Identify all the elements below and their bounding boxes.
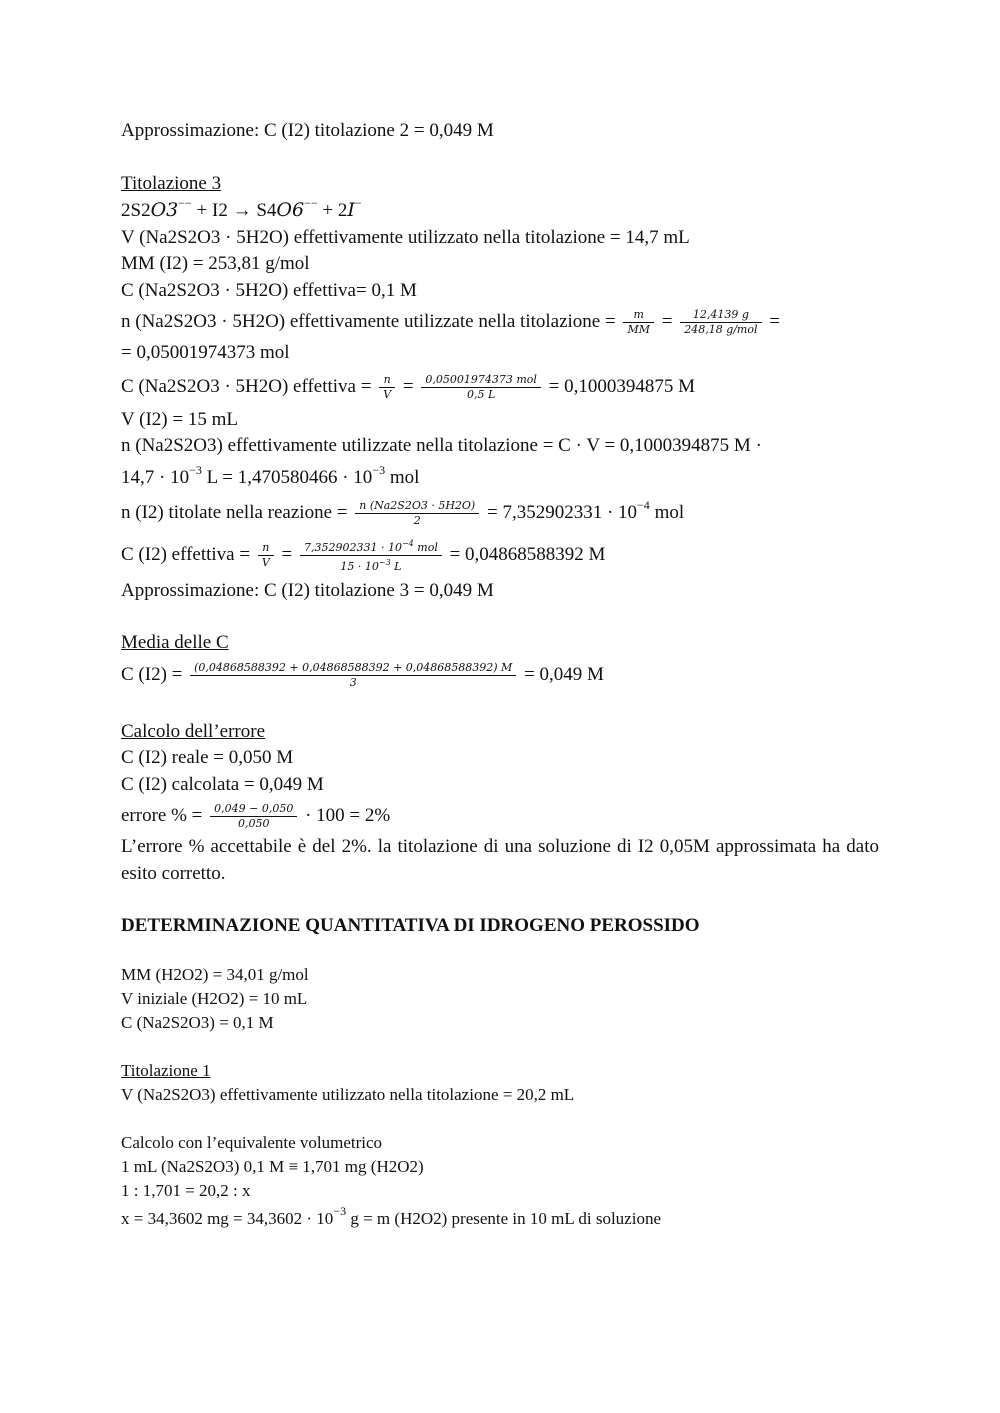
section-title-titolazione-3: Titolazione 3	[121, 172, 222, 194]
errore-conclusion: L’errore % accettabile è del 2%. la titolazione di una soluzione di I2 0,05M approssimata ha dato esito corretto.	[121, 836, 879, 884]
v-iniziale-h2o2: V iniziale (H2O2) = 10 mL	[121, 989, 308, 1008]
fraction-denominator: MM	[627, 323, 650, 337]
exponent: −3	[378, 557, 391, 567]
moles-i2-line	[121, 494, 879, 532]
errore-formula-line	[121, 798, 879, 834]
fraction-denominator: 2	[413, 513, 421, 527]
reaction-equation	[121, 197, 879, 225]
spacer	[121, 693, 879, 719]
formula-text: n (I2) titolate nella reazione =	[121, 501, 348, 523]
fraction-denominator: 0,050	[237, 817, 270, 831]
reaction-part: I	[347, 199, 355, 221]
equivalente-line: 1 mL (Na2S2O3) 0,1 M ≡ 1,701 mg (H2O2)	[121, 1157, 424, 1176]
formula-result: = 7,352902331 · 10	[486, 501, 638, 523]
fraction-numerator: m	[623, 308, 654, 323]
fraction	[355, 499, 479, 528]
fraction	[300, 537, 442, 574]
fraction	[190, 661, 516, 690]
fraction	[623, 308, 654, 337]
section-heading-h2o2: DETERMINAZIONE QUANTITATIVA DI IDROGENO PEROSSIDO	[121, 915, 700, 936]
fraction-numerator: n	[258, 541, 274, 556]
concentration-formula-line	[121, 367, 879, 407]
titolazione-1-volume: V (Na2S2O3) effettivamente utilizzato nella titolazione = 20,2 mL	[121, 1085, 575, 1104]
reaction-part: O6	[276, 199, 305, 221]
numerator-text: 7,352902331 · 10	[304, 540, 402, 554]
equivalente-title: Calcolo con l’equivalente volumetrico	[121, 1133, 383, 1152]
approx-titolazione-3: Approssimazione: C (I2) titolazione 3 = 0,049 M	[121, 579, 494, 601]
reaction-charge: −−	[304, 196, 318, 210]
c-effettiva: C (Na2S2O3 · 5H2O) effettiva= 0,1 M	[121, 279, 417, 301]
fraction	[680, 308, 761, 337]
c-calcolata: C (I2) calcolata = 0,049 M	[121, 773, 324, 795]
exponent: −4	[401, 538, 414, 548]
section-title-titolazione-1: Titolazione 1	[121, 1061, 211, 1080]
spacer	[121, 887, 879, 913]
fraction-numerator: 0,05001974373 mol	[421, 373, 541, 388]
formula-text: errore % =	[121, 805, 203, 826]
fraction	[421, 373, 541, 402]
fraction-denominator: V	[261, 555, 270, 569]
reaction-part: O3	[150, 199, 179, 221]
fraction	[258, 541, 274, 570]
formula-text: C (I2) =	[121, 663, 183, 685]
formula-result: = 0,049 M	[524, 663, 604, 685]
media-formula-line	[121, 657, 879, 693]
fraction-denominator: 0,5 L	[467, 387, 496, 401]
mm-h2o2: MM (H2O2) = 34,01 g/mol	[121, 965, 309, 984]
formula-result: = 0,04868588392 M	[449, 543, 606, 565]
formula-result: · 100 = 2%	[305, 805, 391, 826]
formula-text: mol	[385, 466, 420, 488]
fraction-denominator: 248,18 g/mol	[684, 323, 758, 337]
fraction	[379, 373, 395, 402]
fraction-denominator: 3	[349, 675, 357, 689]
formula-text: mol	[649, 501, 685, 523]
moles-titolate-line-2	[121, 460, 879, 494]
spacer	[121, 604, 879, 630]
fraction-denominator: V	[383, 387, 392, 401]
numerator-unit: mol	[417, 540, 438, 554]
volume-i2: V (I2) = 15 mL	[121, 408, 238, 430]
formula-text: 14,7 · 10	[121, 466, 190, 488]
fraction-numerator: n	[379, 373, 395, 388]
exponent: −3	[333, 1204, 347, 1218]
formula-text: x = 34,3602 mg = 34,3602 · 10	[121, 1209, 334, 1228]
formula-text: C (I2) effettiva =	[121, 543, 251, 565]
fraction	[210, 802, 297, 831]
fraction-denominator	[300, 556, 442, 574]
exponent: −4	[637, 497, 650, 512]
equals-sign: =	[402, 375, 414, 397]
moles-titolate-line-1: n (Na2S2O3) effettivamente utilizzate nella titolazione = C · V = 0,1000394875 M ·	[121, 435, 762, 456]
equals-sign: =	[281, 543, 293, 565]
x-result-line	[121, 1203, 879, 1233]
fraction-numerator	[300, 537, 442, 556]
fraction-numerator: 12,4139 g	[680, 308, 761, 323]
moles-result: = 0,05001974373 mol	[121, 342, 290, 363]
volume-na2s2o3: V (Na2S2O3 · 5H2O) effettivamente utilizzato nella titolazione = 14,7 mL	[121, 226, 690, 248]
fraction-numerator: n (Na2S2O3 · 5H2O)	[355, 499, 479, 514]
formula-text: g = m (H2O2) presente in 10 mL di soluzione	[346, 1209, 661, 1228]
formula-text: n (Na2S2O3 · 5H2O) effettivamente utilizzate nella titolazione =	[121, 311, 616, 332]
approx-titolazione-2: Approssimazione: C (I2) titolazione 2 = 0,049 M	[121, 120, 494, 141]
denominator-text: 15 · 10	[340, 559, 379, 573]
c-reale: C (I2) reale = 0,050 M	[121, 747, 294, 768]
exponent: −3	[372, 462, 386, 477]
c-i2-effettiva-line	[121, 532, 879, 578]
reaction-charge: −	[354, 196, 362, 210]
spacer	[121, 939, 879, 963]
section-title-media: Media delle C	[121, 632, 229, 653]
spacer	[121, 1035, 879, 1059]
mm-i2: MM (I2) = 253,81 g/mol	[121, 253, 310, 274]
spacer	[121, 145, 879, 171]
denominator-unit: L	[390, 559, 402, 573]
reaction-part: 2S2	[121, 200, 151, 221]
formula-result: = 0,1000394875 M	[548, 375, 696, 397]
exponent: −3	[189, 462, 202, 477]
fraction-numerator: 0,049 − 0,050	[210, 802, 297, 817]
reaction-part: + 2	[317, 200, 348, 221]
moles-formula-line	[121, 304, 879, 340]
document-page	[121, 118, 879, 1233]
section-title-errore: Calcolo dell’errore	[121, 720, 266, 742]
formula-text: C (Na2S2O3 · 5H2O) effettiva =	[121, 375, 372, 397]
formula-text: L = 1,470580466 · 10	[201, 466, 373, 488]
fraction-numerator: (0,04868588392 + 0,04868588392 + 0,04868588392) M	[190, 661, 516, 676]
reaction-part: + I2 → S4	[191, 200, 277, 221]
reaction-charge: −−	[178, 196, 192, 210]
proportion-line: 1 : 1,701 = 20,2 : x	[121, 1181, 251, 1200]
c-na2s2o3: C (Na2S2O3) = 0,1 M	[121, 1013, 274, 1032]
equals-sign: =	[661, 311, 673, 332]
spacer	[121, 1107, 879, 1131]
equals-sign: =	[769, 311, 780, 332]
